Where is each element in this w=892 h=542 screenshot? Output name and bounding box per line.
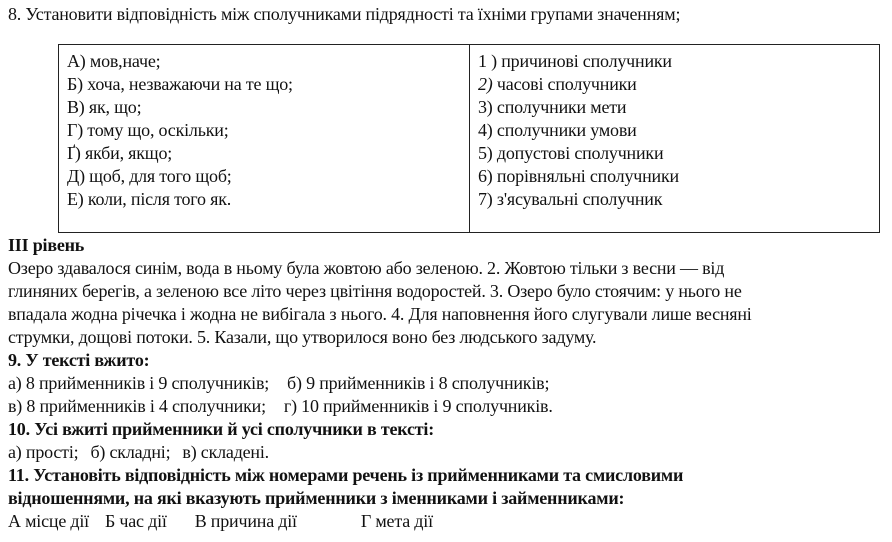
q11-option: Б час дії	[104, 511, 167, 531]
group-label: з'ясувальні сполучник	[496, 189, 663, 209]
text-line: струмки, дощові потоки. 5. Казали, що утворилося воно без людського задуму.	[8, 327, 597, 347]
q11-option: В причина дії	[194, 511, 297, 531]
groups-column	[470, 45, 880, 233]
q10-option-a: а) прості;	[8, 442, 79, 462]
group-label: порівняльні сполучники	[496, 166, 679, 186]
group-item	[478, 96, 871, 119]
conjunctions-column	[59, 45, 470, 233]
group-number: 4)	[478, 120, 493, 140]
group-number: 2)	[478, 74, 493, 94]
group-label: причинові сполучники	[501, 51, 672, 71]
task8-title: 8. Установити відповідність між сполучниками підрядності та їхніми групами значенням;	[8, 4, 681, 24]
conjunction-item: Е) коли, після того як.	[67, 189, 232, 209]
q10-option-c: в) складені.	[182, 442, 269, 462]
q9-options-row	[8, 372, 549, 395]
q9-option-d: г) 10 прийменників і 9 сполучників.	[283, 396, 553, 416]
conjunction-item: Б) хоча, незважаючи на те що;	[67, 74, 293, 94]
conjunction-item: Д) щоб, для того щоб;	[67, 166, 232, 186]
conjunction-item: Ґ) якби, якщо;	[67, 143, 173, 163]
group-item	[478, 119, 871, 142]
group-item	[478, 50, 871, 73]
group-number: 6)	[478, 166, 493, 186]
text-line: глиняних берегів, а зеленою все літо через цвітіння водоростей. 3. Озеро було стоячим: у нього не	[8, 281, 742, 301]
conjunction-item: Г) тому що, оскільки;	[67, 120, 229, 140]
level3-heading: ІІІ рівень	[8, 235, 85, 255]
text-line: впадала жодна річечка і жодна не вибігала з нього. 4. Для наповнення його слугували лише весняні	[8, 304, 752, 324]
group-number: 1 )	[478, 51, 497, 71]
group-label: допустові сполучники	[496, 143, 664, 163]
q9-option-a: а) 8 прийменників і 9 сполучників;	[8, 373, 270, 393]
q9-option-b: б) 9 прийменників і 8 сполучників;	[287, 373, 550, 393]
group-item	[478, 73, 871, 96]
group-number: 7)	[478, 189, 493, 209]
q11-title-cont: відношеннями, на які вказують прийменники з іменниками і займенниками:	[8, 488, 625, 508]
group-label: сполучники мети	[496, 97, 627, 117]
q11-option: А місце дії	[8, 511, 89, 531]
q11-title: 11. Установіть відповідність між номерами речень із прийменниками та смисловими	[8, 465, 684, 485]
q9-option-c: в) 8 прийменників і 4 сполучники;	[8, 396, 266, 416]
matching-table	[58, 44, 880, 233]
conjunction-item: В) як, що;	[67, 97, 142, 117]
text-line: Озеро здавалося синім, вода в ньому була жовтою або зеленою. 2. Жовтою тільки з весни — від	[8, 258, 725, 278]
group-number: 5)	[478, 143, 493, 163]
q10-options-row	[8, 441, 269, 464]
q10-option-b: б) складні;	[90, 442, 171, 462]
q9-title: 9. У тексті вжито:	[8, 350, 150, 370]
q11-option: Г мета дії	[360, 511, 433, 531]
group-number: 3)	[478, 97, 493, 117]
q10-title: 10. Усі вжиті прийменники й усі сполучники в тексті:	[8, 419, 435, 439]
group-item	[478, 142, 871, 165]
q11-options-row	[8, 510, 433, 533]
q9-options-row	[8, 395, 553, 418]
group-item	[478, 188, 871, 211]
group-label: часові сполучники	[496, 74, 637, 94]
conjunction-item: А) мов,наче;	[67, 51, 161, 71]
group-item	[478, 165, 871, 188]
group-label: сполучники умови	[496, 120, 637, 140]
